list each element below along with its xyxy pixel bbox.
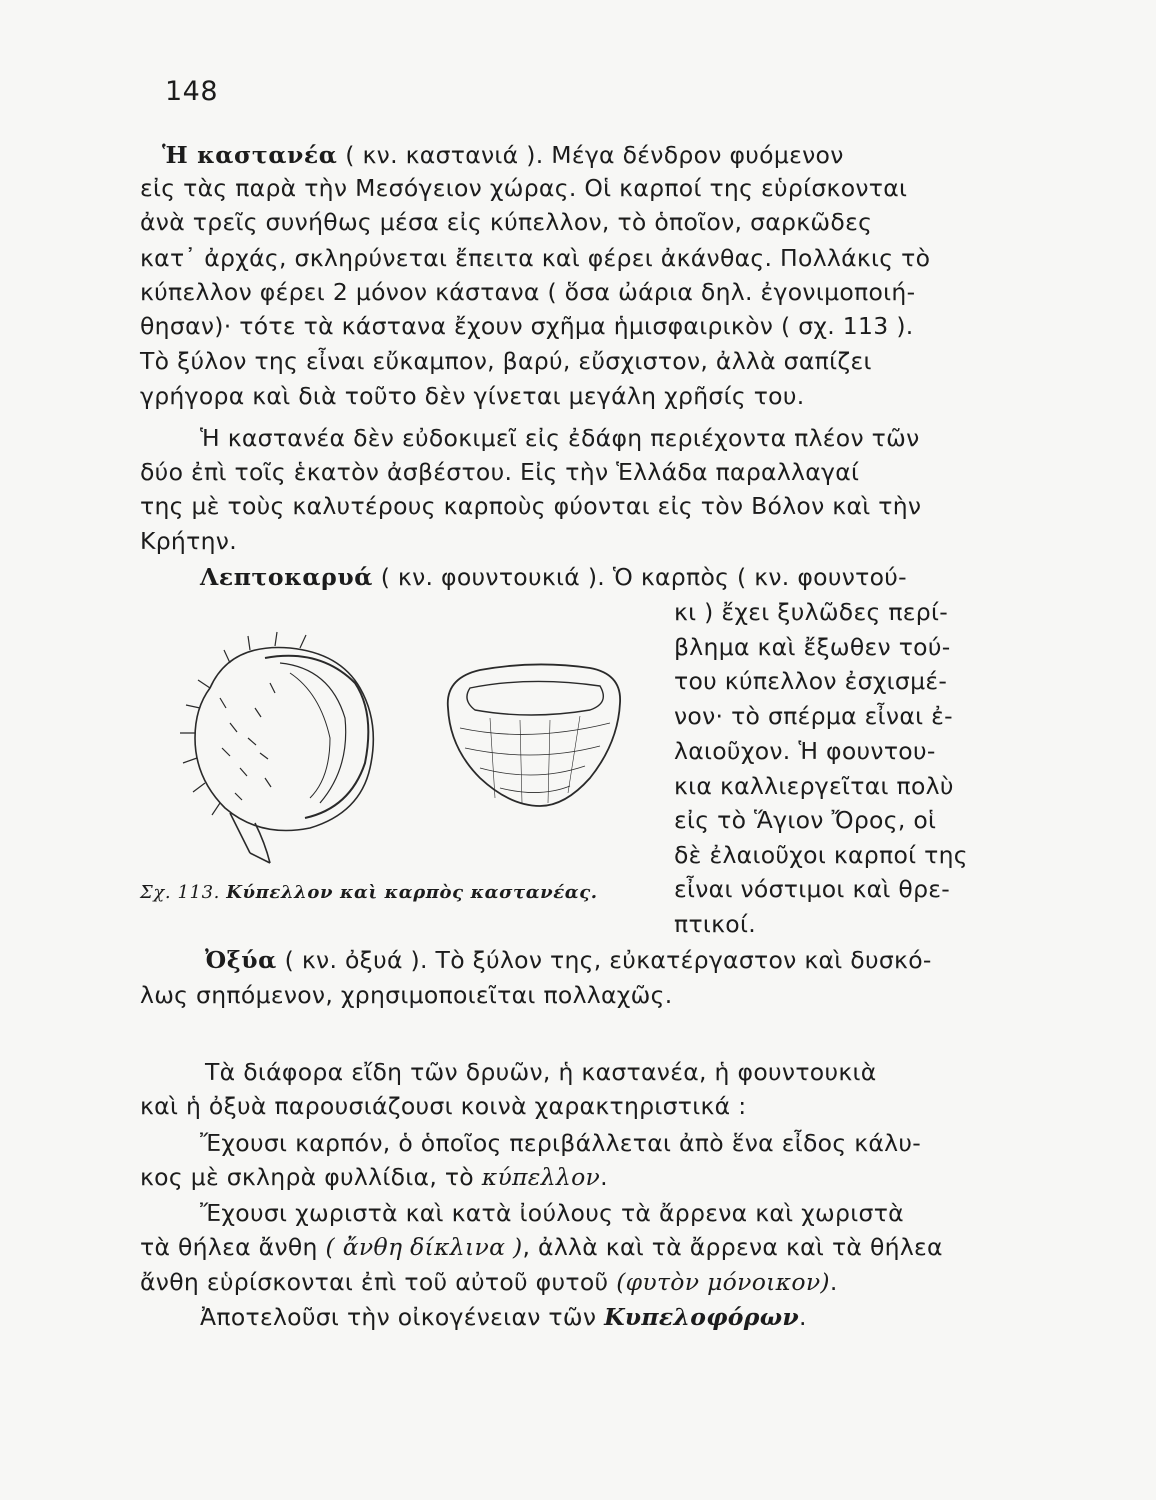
fruit-line-1: Ἔχουσι καρπόν, ὁ ὁποῖος περιβάλλεται ἀπὸ ἕνα εἶδος κάλυ- xyxy=(200,1129,922,1157)
soil-line-1: Ἡ καστανέα δὲν εὐδοκιμεῖ εἰς ἐδάφη περιέχοντα πλέον τῶν xyxy=(200,424,920,452)
beech-line-1-text: ( κν. ὀξυά ). Τὸ ξύλον της, εὐκατέργαστον καὶ δυσκό- xyxy=(276,946,932,974)
caption-label: Σχ. 113. xyxy=(140,882,220,903)
diclinous-term: ( ἄνθη δίκλινα ) xyxy=(325,1233,523,1261)
hazel-col-line-8: δὲ ἐλαιοῦχοι καρποί της xyxy=(674,841,968,869)
chestnut-line-1-text: ( κν. καστανιά ). Μέγα δένδρον φυόμενον xyxy=(337,141,844,169)
soil-line-3: της μὲ τοὺς καλυτέρους καρποὺς φύονται εἰς τὸν Βόλον καὶ τὴν xyxy=(140,492,922,520)
hazel-col-line-9: εἶναι νόστιμοι καὶ θρε- xyxy=(674,875,951,903)
caption-text: Κύπελλον καὶ καρπὸς καστανέας. xyxy=(226,882,598,903)
monoecious-term: (φυτὸν μόνοικον) xyxy=(616,1268,830,1296)
hazel-col-line-3: του κύπελλον ἐσχισμέ- xyxy=(674,667,948,695)
chestnut-line-4: κατ᾽ ἀρχάς, σκληρύνεται ἔπειτα καὶ φέρει ἀκάνθας. Πολλάκις τὸ xyxy=(140,244,931,272)
chestnut-line-8: γρήγορα καὶ διὰ τοῦτο δὲν γίνεται μεγάλη χρῆσίς του. xyxy=(140,382,805,410)
common-line-1: Τὰ διάφορα εἴδη τῶν δρυῶν, ἡ καστανέα, ἡ φουντουκιὰ xyxy=(205,1058,877,1086)
beech-heading: Ὀξύα xyxy=(205,946,277,974)
flowers-line-2-end: , ἀλλὰ καὶ τὰ ἄρρενα καὶ τὰ θήλεα xyxy=(522,1233,943,1261)
family-line xyxy=(200,1302,807,1332)
family-name: Κυπελοφόρων xyxy=(604,1303,799,1331)
hazel-heading: Λεπτοκαρυά xyxy=(200,563,373,591)
family-line-end: . xyxy=(798,1303,807,1331)
chestnut-fruit-illustration xyxy=(440,648,630,813)
page-number: 148 xyxy=(165,76,219,107)
chestnut-line-1 xyxy=(162,140,844,170)
cupule-term: κύπελλον xyxy=(481,1163,601,1191)
figure-caption xyxy=(140,882,598,903)
hazel-line-1 xyxy=(200,562,907,592)
chestnut-line-7: Τὸ ξύλον της εἶναι εὔκαμπον, βαρύ, εὔσχιστον, ἀλλὰ σαπίζει xyxy=(140,347,872,375)
chestnut-heading: Ἡ καστανέα xyxy=(162,141,338,169)
flowers-line-3 xyxy=(140,1267,838,1297)
hazel-col-line-5: λαιοῦχον. Ἡ φουντου- xyxy=(674,737,936,765)
chestnut-line-5: κύπελλον φέρει 2 μόνον κάστανα ( ὅσα ὠάρια δηλ. ἐγονιμοποιή- xyxy=(140,278,916,306)
soil-line-2: δύο ἐπὶ τοῖς ἑκατὸν ἀσβέστου. Εἰς τὴν Ἑλλάδα παραλλαγαί xyxy=(140,458,860,486)
hazel-line-1-text: ( κν. φουντουκιά ). Ὁ καρπὸς ( κν. φουντού- xyxy=(372,563,907,591)
flowers-line-3-text: ἄνθη εὑρίσκονται ἐπὶ τοῦ αὐτοῦ φυτοῦ xyxy=(140,1268,617,1296)
soil-line-4: Κρήτην. xyxy=(140,527,237,555)
common-line-2: καὶ ἡ ὀξυὰ παρουσιάζουσι κοινὰ χαρακτηριστικά : xyxy=(140,1092,747,1120)
chestnut-line-2: εἰς τὰς παρὰ τὴν Μεσόγειον χώρας. Οἱ καρποί της εὑρίσκονται xyxy=(140,174,908,202)
beech-line-2: λως σηπόμενον, χρησιμοποιεῖται πολλαχῶς. xyxy=(140,981,673,1009)
hazel-col-line-7: εἰς τὸ Ἅγιον Ὄρος, οἱ xyxy=(674,806,937,834)
flowers-line-3-end: . xyxy=(829,1268,838,1296)
fruit-line-2 xyxy=(140,1162,608,1192)
hazel-col-line-6: κια καλλιεργεῖται πολὺ xyxy=(674,772,954,800)
chestnut-cupule-illustration xyxy=(170,628,440,868)
hazel-col-line-1: κι ) ἔχει ξυλῶδες περί- xyxy=(674,598,949,626)
fruit-line-2-end: . xyxy=(600,1163,608,1191)
hazel-col-line-10: πτικοί. xyxy=(674,910,756,938)
fruit-line-2-text: κος μὲ σκληρὰ φυλλίδια, τὸ xyxy=(140,1163,482,1191)
flowers-line-1: Ἔχουσι χωριστὰ καὶ κατὰ ἰούλους τὰ ἄρρενα καὶ χωριστὰ xyxy=(200,1199,904,1227)
hazel-col-line-4: νον· τὸ σπέρμα εἶναι ἐ- xyxy=(674,702,953,730)
chestnut-line-3: ἀνὰ τρεῖς συνήθως μέσα εἰς κύπελλον, τὸ ὁποῖον, σαρκῶδες xyxy=(140,208,873,236)
chestnut-line-6: θησαν)· τότε τὰ κάστανα ἔχουν σχῆμα ἡμισφαιρικὸν ( σχ. 113 ). xyxy=(140,312,914,340)
family-line-text: Ἀποτελοῦσι τὴν οἰκογένειαν τῶν xyxy=(200,1303,605,1331)
flowers-line-2-text: τὰ θήλεα ἄνθη xyxy=(140,1233,326,1261)
hazel-col-line-2: βλημα καὶ ἔξωθεν τού- xyxy=(674,633,951,661)
beech-line-1 xyxy=(205,945,932,975)
flowers-line-2 xyxy=(140,1232,943,1262)
